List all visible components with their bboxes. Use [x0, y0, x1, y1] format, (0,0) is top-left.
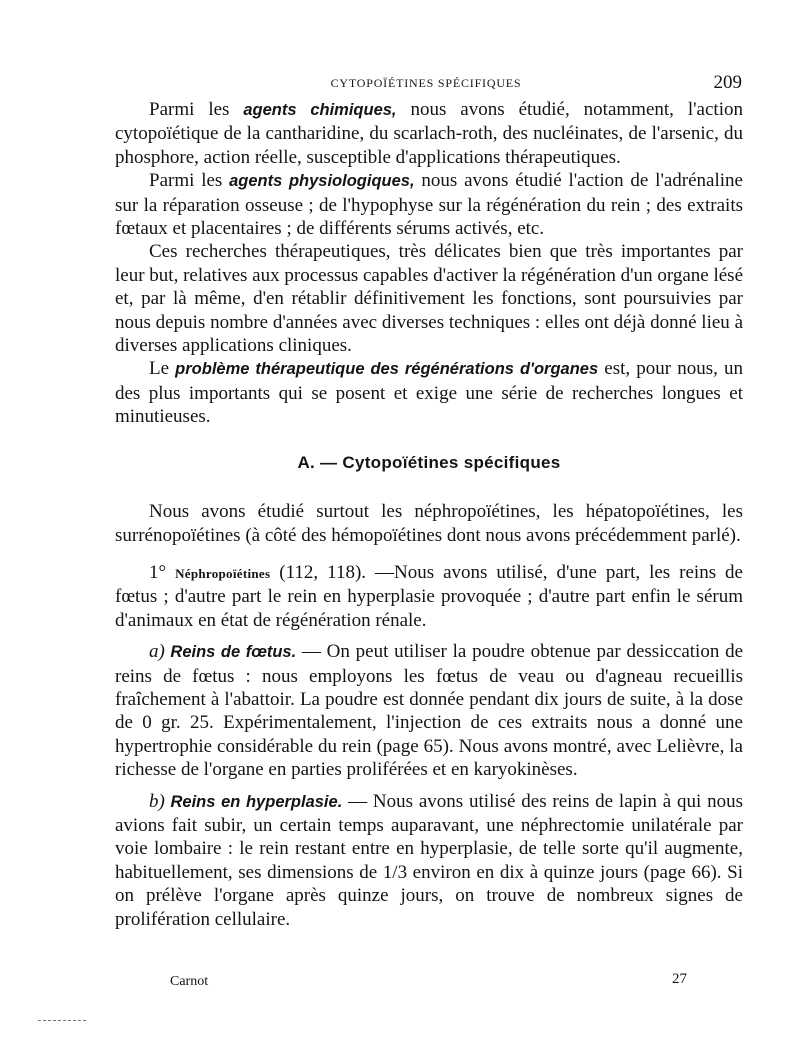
text-run: est, pour nous, un des plus importants qui se posent et exige une série de recherches longues et minutieuses.: [115, 358, 743, 428]
text-run: Parmi les: [149, 170, 230, 192]
emphasis-agents-chimiques: agents chimiques,: [243, 101, 397, 119]
references: (112, 118). —: [270, 561, 394, 583]
page-number: 209: [713, 72, 742, 93]
text-run: — On peut utiliser la poudre obtenue par dessiccation de reins de fœtus : nous employons les fœtus de veau ou d'agneau recueillis fraîchement à l'abattoir. La poudre est donnée pendant dix jours de suite, à la dose de 0 gr. 25. Expérimentalement, l'injection de ces extraits nous a donné une hypertrophie considérable du rein (page 65). Nous avons montré, avec Lelièvre, la richesse de l'organe en parties proliférées et en karyokinèses.: [115, 641, 744, 781]
scan-edge-mark: [38, 1020, 86, 1021]
term-nephropoietines: Néphropoïétines: [175, 565, 271, 581]
item-label: a): [149, 641, 165, 663]
paragraph-nephropoietines: [115, 561, 743, 632]
body-text: [115, 98, 743, 931]
text-run: Parmi les: [149, 99, 244, 120]
text-run: Le: [149, 358, 176, 380]
running-head: [110, 72, 742, 96]
paragraph-agents-physiologiques: [115, 169, 743, 240]
section-heading: A. — Cytopoïétines spécifiques: [297, 452, 561, 472]
running-title: CYTOPOÏÉTINES SPÉCIFIQUES: [330, 76, 522, 90]
subheading-reins-de-foetus: Reins de fœtus.: [164, 643, 297, 662]
text-run: Nous avons utilisé, d'une part, les reins de fœtus ; d'autre part le rein en hyperplasie provoquée ; d'autre part enfin le sérum d'animaux en état de régénération rénale.: [115, 561, 743, 631]
paragraph-cytopoietines: Nous avons étudié surtout les néphropoïétines, les hépatopoïétines, les surrénopoïétines (à côté des hémopoïétines dont nous avons précédemment parlé).: [115, 501, 743, 546]
paragraph-agents-chimiques: [115, 98, 743, 169]
text-run: — Nous avons utilisé des reins de lapin à qui nous avions fait subir, un certain temps auparavant, une néphrectomie unilatérale par voie lombaire : le rein restant entre en hyperplasie, de telle sorte qu'il augmente, habituellement, ses dimensions de 1/3 environ en dix à quinze jours (page 66). Si on prélève l'organe après quinze jours, on trouve de nombreux signes de prolifération cellulaire.: [115, 790, 743, 930]
item-number: 1°: [149, 561, 176, 583]
paragraph-reins-en-hyperplasie: [115, 790, 743, 931]
item-label: b): [149, 790, 165, 812]
text-run: nous avons étudié, notamment, l'action cytopoïétique de la cantharidine, du scarlach-roth, des nucléinates, de l'arsenic, du phosphore, action réelle, susceptible d'applications thérapeutiques.: [115, 99, 743, 168]
text-run: nous avons étudié l'action de l'adrénaline sur la réparation osseuse ; de l'hypophyse sur la régénération du rein ; des extraits fœtaux et placentaires ; de différents sérums activés, etc.: [115, 170, 743, 240]
emphasis-probleme-therapeutique: problème thérapeutique des régénérations d'organes: [175, 360, 599, 379]
paragraph-recherches: Ces recherches thérapeutiques, très délicates bien que très importantes par leur but, relatives aux processus capables d'activer la régénération d'un organe lésé et, par là même, d'en rétablir définitivement les fonctions, sont poursuivies par nous depuis nombre d'années avec diverses techniques : elles ont déjà donné lieu à diverses applications cliniques.: [115, 241, 743, 357]
paragraph-probleme: [115, 357, 743, 428]
paragraph-reins-de-foetus: [115, 640, 743, 781]
emphasis-agents-physiologiques: agents physiologiques,: [229, 172, 415, 191]
footer-author: Carnot: [170, 974, 209, 989]
footer-signature-mark: 27: [672, 971, 687, 987]
subheading-reins-en-hyperplasie: Reins en hyperplasie.: [164, 792, 343, 811]
